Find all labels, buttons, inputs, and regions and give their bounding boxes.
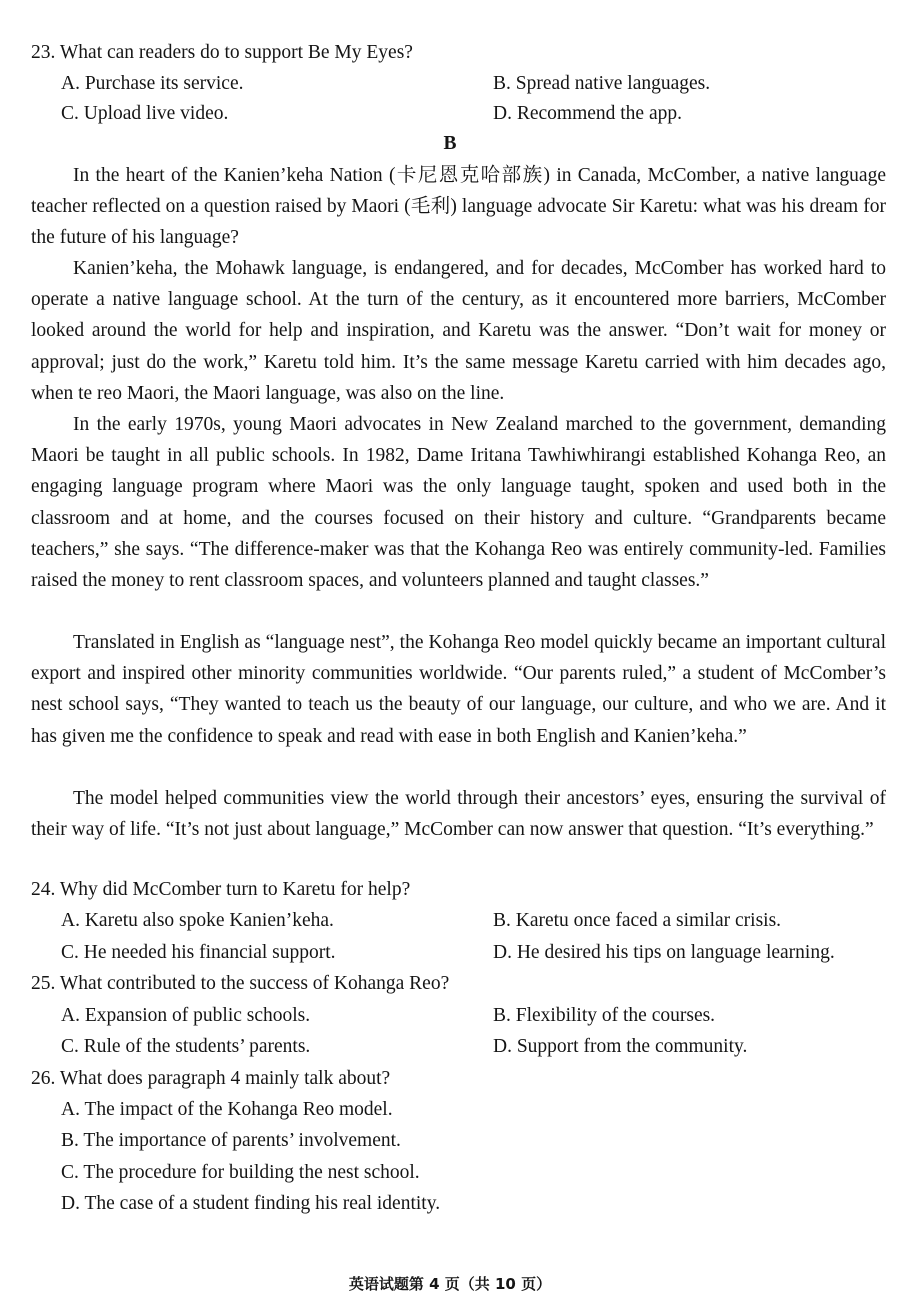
question-25-option-a: A. Expansion of public schools. [61,1005,311,1026]
question-25-option-d: D. Support from the community. [493,1036,748,1057]
question-26-option-c: C. The procedure for building the nest school. [61,1162,420,1183]
passage-paragraph-2: Kanien’keha, the Mohawk language, is endangered, and for decades, McComber has worked hard to operate a native language school. At the turn of the century, as it encountered more barriers, McComber looked around the world for help and inspiration, and Karetu was the answer. “Don’t wait for money or approval; just do the work,” Karetu told him. It’s the same message Karetu carried with him decades ago, when te reo Maori, the Maori language, was also on the line. [31,258,886,404]
question-25-option-b: B. Flexibility of the courses. [493,1005,716,1026]
passage-paragraph-4: Translated in English as “language nest”, the Kohanga Reo model quickly became an important cultural export and inspired other minority communities worldwide. “Our parents ruled,” a student of McComber’s nest school says, “They wanted to teach us the beauty of our language, our culture, and who we are. And it has given me the confidence to speak and read with ease in both English and Kanien’keha.” [31,632,886,747]
question-24-stem: 24. Why did McComber turn to Karetu for help? [31,879,411,900]
question-26-stem: 26. What does paragraph 4 mainly talk about? [31,1068,391,1089]
passage-paragraph-5: The model helped communities view the world through their ancestors’ eyes, ensuring the survival of their way of life. “It’s not just about language,” McComber can now answer that question. “It’s everything.” [31,788,886,841]
passage-paragraph-1: In the heart of the Kanien’keha Nation (卡尼恩克哈部族) in Canada, McComber, a native language teacher reflected on a question raised by Maori (毛利) language advocate Sir Karetu: what was his dream for the future of his language? [31,165,886,249]
question-25-stem: 25. What contributed to the success of Kohanga Reo? [31,973,450,994]
question-23-stem: 23. What can readers do to support Be My Eyes? [31,42,413,63]
question-23-option-d: D. Recommend the app. [493,103,682,124]
question-24-option-b: B. Karetu once faced a similar crisis. [493,910,782,931]
question-25-option-c: C. Rule of the students’ parents. [61,1036,311,1057]
question-24-option-a: A. Karetu also spoke Kanien’keha. [61,910,334,931]
page-footer: 英语试题第 4 页（共 10 页） [348,1275,552,1293]
question-26-option-a: A. The impact of the Kohanga Reo model. [61,1099,393,1120]
question-26-option-d: D. The case of a student finding his real identity. [61,1193,441,1214]
question-23-option-b: B. Spread native languages. [493,73,711,94]
passage-paragraph-3: In the early 1970s, young Maori advocates in New Zealand marched to the government, demanding Maori be taught in all public schools. In 1982, Dame Iritana Tawhiwhirangi established Kohanga Reo, an engaging language program where Maori was the only language taught, spoken and used both in the classroom and at home, and the courses focused on their history and culture. “Grandparents became teachers,” she says. “The difference-maker was that the Kohanga Reo was entirely community-led. Families raised the money to rent classroom spaces, and volunteers planned and taught classes.” [31,414,886,592]
question-26-option-b: B. The importance of parents’ involvement. [61,1130,401,1151]
section-heading: B [443,133,457,154]
question-23-option-c: C. Upload live video. [61,103,229,124]
question-23-option-a: A. Purchase its service. [61,73,244,94]
question-24-option-d: D. He desired his tips on language learning. [493,942,835,963]
question-24-option-c: C. He needed his financial support. [61,942,336,963]
